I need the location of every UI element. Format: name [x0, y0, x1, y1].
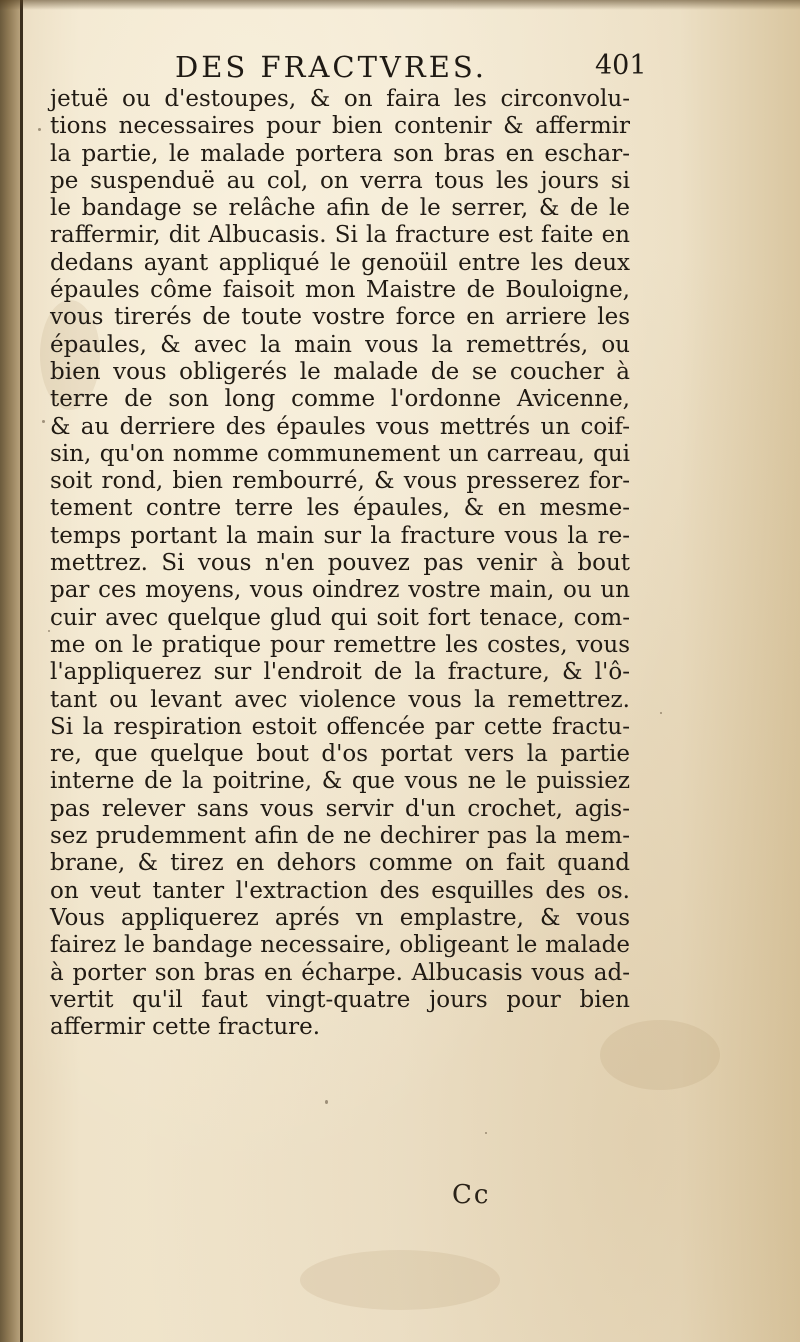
text-line: épaules, & avec la main vous la remettrés, ou	[50, 331, 630, 358]
text-line: fairez le bandage necessaire, obligeant le malade	[50, 932, 630, 959]
text-line: soit rond, bien rembourré, & vous presserez for-	[50, 468, 630, 495]
body-text	[50, 86, 630, 1041]
text-line: affermir cette fracture.	[50, 1014, 321, 1041]
text-line: interne de la poitrine, & que vous ne le puissiez	[50, 768, 630, 795]
running-title: DES FRACTVRES.	[175, 50, 487, 84]
text-line: raffermir, dit Albucasis. Si la fracture est faite en	[50, 222, 630, 249]
text-line: Si la respiration estoit offencée par cette fractu-	[50, 713, 630, 740]
running-head	[175, 50, 645, 86]
text-line: épaules côme faisoit mon Maistre de Bouloigne,	[50, 277, 630, 304]
ink-speck	[660, 712, 662, 714]
text-line: l'appliquerez sur l'endroit de la fracture, & l'ô-	[50, 659, 630, 686]
text-line: tement contre terre les épaules, & en mesme-	[50, 495, 630, 522]
text-line: sin, qu'on nomme communement un carreau, qui	[50, 440, 630, 467]
text-line: temps portant la main sur la fracture vous la re-	[50, 522, 630, 549]
text-line: mettrez. Si vous n'en pouvez pas venir à bout	[50, 550, 630, 577]
binding-line	[20, 0, 23, 1342]
signature-mark: Cc	[452, 1180, 491, 1210]
text-line: terre de son long comme l'ordonne Avicenne,	[50, 386, 630, 413]
page-number: 401	[595, 50, 647, 81]
text-line: à porter son bras en écharpe. Albucasis vous ad-	[50, 959, 630, 986]
text-line: dedans ayant appliqué le genoüil entre les deux	[50, 249, 630, 276]
text-line: me on le pratique pour remettre les costes, vous	[50, 631, 630, 658]
ink-speck	[485, 1132, 487, 1134]
ink-speck	[38, 128, 41, 131]
text-line: sez prudemment afin de ne dechirer pas la mem-	[50, 823, 630, 850]
text-line: tions necessaires pour bien contenir & affermir	[50, 113, 630, 140]
text-line: pas relever sans vous servir d'un crochet, agis-	[50, 795, 630, 822]
ink-speck	[325, 1100, 328, 1104]
text-line: cuir avec quelque glud qui soit fort tenace, com-	[50, 604, 630, 631]
text-line: le bandage se relâche afin de le serrer, & de le	[50, 195, 630, 222]
text-line: brane, & tirez en dehors comme on fait quand	[50, 850, 630, 877]
text-line: jetuë ou d'estoupes, & on faira les circonvolu-	[50, 86, 630, 112]
text-line: pe suspenduë au col, on verra tous les jours si	[50, 167, 630, 194]
text-line: vertit qu'il faut vingt-quatre jours pour bien	[50, 986, 630, 1013]
paper-stain	[300, 1250, 500, 1310]
text-line: on veut tanter l'extraction des esquilles des os.	[50, 877, 630, 904]
binding-edge	[0, 0, 22, 1342]
text-line: par ces moyens, vous oindrez vostre main, ou un	[50, 577, 630, 604]
text-line: re, que quelque bout d'os portat vers la partie	[50, 741, 630, 768]
text-line: vous tirerés de toute vostre force en arriere les	[50, 304, 630, 331]
ink-speck	[42, 420, 45, 423]
text-line: tant ou levant avec violence vous la remettrez.	[50, 686, 630, 713]
text-line: & au derriere des épaules vous mettrés un coif-	[50, 413, 630, 440]
text-line: bien vous obligerés le malade de se coucher à	[50, 358, 630, 385]
top-shadow	[0, 0, 800, 10]
text-line: Vous appliquerez aprés vn emplastre, & vous	[50, 904, 630, 931]
text-line: la partie, le malade portera son bras en eschar-	[50, 140, 630, 167]
